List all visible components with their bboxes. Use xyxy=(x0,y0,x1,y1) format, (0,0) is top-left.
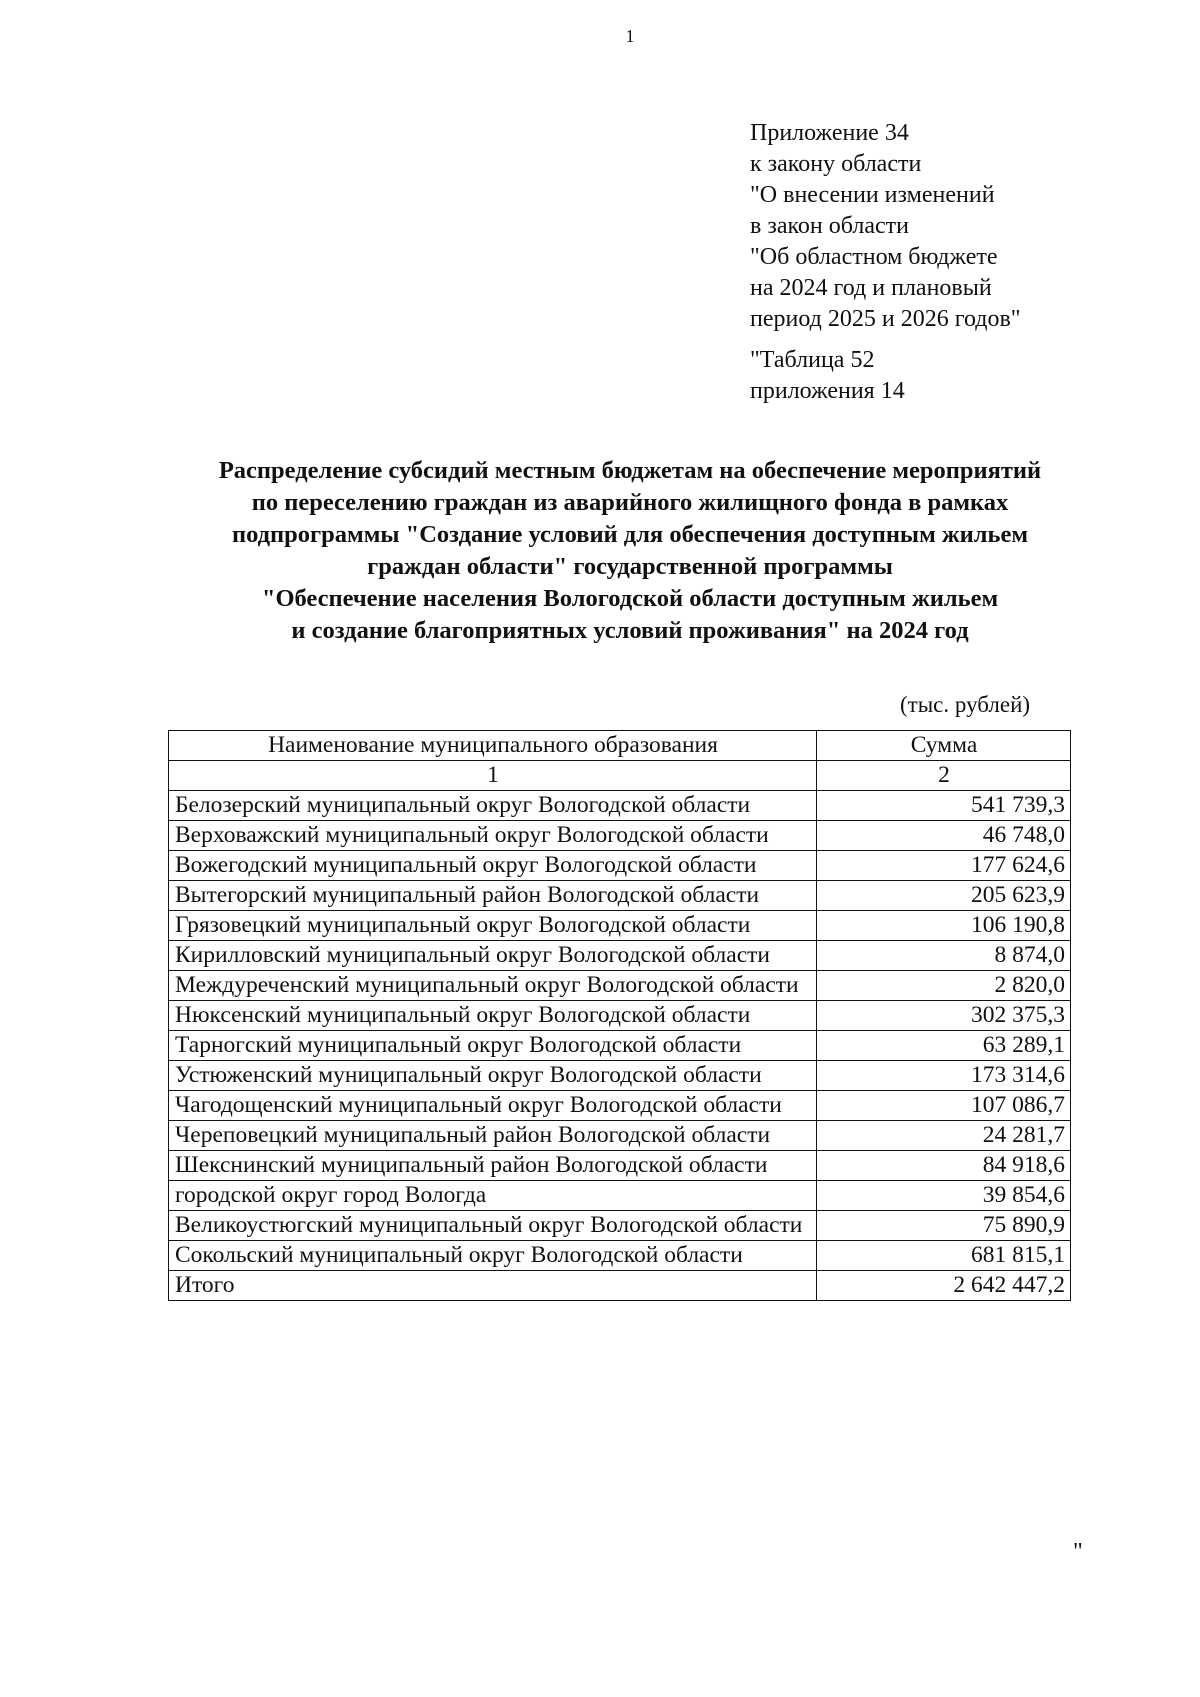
table-row xyxy=(169,1061,1071,1091)
table-row xyxy=(169,1181,1071,1211)
municipality-name: Чагодощенский муниципальный округ Вологодской области xyxy=(169,1091,817,1121)
title-line: и создание благоприятных условий проживания" на 2024 год xyxy=(291,617,969,644)
municipality-name: Шекснинский муниципальный район Вологодской области xyxy=(169,1151,817,1181)
subsidy-amount: 541 739,3 xyxy=(817,791,1071,821)
subsidy-amount: 302 375,3 xyxy=(817,1001,1071,1031)
municipality-name: Вытегорский муниципальный район Вологодской области xyxy=(169,881,817,911)
subsidy-amount: 84 918,6 xyxy=(817,1151,1071,1181)
column-number: 2 xyxy=(817,761,1071,791)
appendix-line: "Об областном бюджете xyxy=(750,244,998,270)
table-row xyxy=(169,791,1071,821)
table-row xyxy=(169,821,1071,851)
table-header-row xyxy=(169,731,1071,761)
table-row xyxy=(169,1241,1071,1271)
title-line: подпрограммы "Создание условий для обеспечения доступным жильем xyxy=(231,521,1029,548)
municipality-name: Междуреченский муниципальный округ Вологодской области xyxy=(169,971,817,1001)
header-amount: Сумма xyxy=(817,731,1071,761)
appendix-line: к закону области xyxy=(750,151,922,177)
appendix-line: на 2024 год и плановый xyxy=(750,275,992,301)
appendix-line: в закон области xyxy=(750,213,909,239)
table-row xyxy=(169,851,1071,881)
subsidy-amount: 63 289,1 xyxy=(817,1031,1071,1061)
table-row xyxy=(169,971,1071,1001)
municipality-name: Верховажский муниципальный округ Вологодской области xyxy=(169,821,817,851)
municipality-name: Сокольский муниципальный округ Вологодской области xyxy=(169,1241,817,1271)
table-row xyxy=(169,1211,1071,1241)
subsidy-amount: 24 281,7 xyxy=(817,1121,1071,1151)
table-row xyxy=(169,1121,1071,1151)
title-line: по переселению граждан из аварийного жилищного фонда в рамках xyxy=(251,489,1009,516)
appendix-block xyxy=(750,118,1021,407)
column-number-row xyxy=(169,761,1071,791)
subsidy-amount: 681 815,1 xyxy=(817,1241,1071,1271)
municipality-name: Устюженский муниципальный округ Вологодской области xyxy=(169,1061,817,1091)
appendix-line: период 2025 и 2026 годов" xyxy=(750,306,1021,332)
municipality-name: Вожегодский муниципальный округ Вологодской области xyxy=(169,851,817,881)
total-label: Итого xyxy=(169,1271,817,1301)
table-row xyxy=(169,1091,1071,1121)
table-body xyxy=(169,791,1071,1301)
title-line: "Обеспечение населения Вологодской области доступным жильем xyxy=(261,585,999,612)
subsidy-amount: 107 086,7 xyxy=(817,1091,1071,1121)
appendix-line: "О внесении изменений xyxy=(750,182,995,208)
municipality-name: Грязовецкий муниципальный округ Вологодской области xyxy=(169,911,817,941)
document-title xyxy=(150,455,1110,647)
municipality-name: Великоустюгский муниципальный округ Вологодской области xyxy=(169,1211,817,1241)
municipality-name: Кирилловский муниципальный округ Вологодской области xyxy=(169,941,817,971)
subsidy-amount: 2 820,0 xyxy=(817,971,1071,1001)
subsidy-amount: 46 748,0 xyxy=(817,821,1071,851)
units-label: (тыс. рублей) xyxy=(900,692,1031,717)
table-row xyxy=(169,941,1071,971)
column-number: 1 xyxy=(169,761,817,791)
table-row xyxy=(169,881,1071,911)
table-row xyxy=(169,1001,1071,1031)
subsidy-amount: 39 854,6 xyxy=(817,1181,1071,1211)
subsidy-amount: 173 314,6 xyxy=(817,1061,1071,1091)
table-ref-line: "Таблица 52 xyxy=(750,347,875,373)
title-line: граждан области" государственной программы xyxy=(367,553,893,580)
header-name: Наименование муниципального образования xyxy=(169,731,817,761)
subsidy-amount: 106 190,8 xyxy=(817,911,1071,941)
subsidy-amount: 75 890,9 xyxy=(817,1211,1071,1241)
closing-quote: " xyxy=(1073,1539,1083,1565)
total-amount: 2 642 447,2 xyxy=(817,1271,1071,1301)
municipality-name: Тарногский муниципальный округ Вологодской области xyxy=(169,1031,817,1061)
table-row xyxy=(169,1151,1071,1181)
subsidy-table xyxy=(168,730,1071,1301)
subsidy-table-wrapper xyxy=(168,730,1068,1301)
table-ref-line: приложения 14 xyxy=(750,378,905,404)
appendix-line: Приложение 34 xyxy=(750,120,909,146)
municipality-name: Нюксенский муниципальный округ Вологодской области xyxy=(169,1001,817,1031)
title-line: Распределение субсидий местным бюджетам на обеспечение мероприятий xyxy=(218,457,1042,484)
subsidy-amount: 205 623,9 xyxy=(817,881,1071,911)
municipality-name: Белозерский муниципальный округ Вологодской области xyxy=(169,791,817,821)
municipality-name: городской округ город Вологда xyxy=(169,1181,817,1211)
page-number: 1 xyxy=(625,26,635,46)
table-row xyxy=(169,1031,1071,1061)
total-row xyxy=(169,1271,1071,1301)
table-row xyxy=(169,911,1071,941)
subsidy-amount: 8 874,0 xyxy=(817,941,1071,971)
subsidy-amount: 177 624,6 xyxy=(817,851,1071,881)
municipality-name: Череповецкий муниципальный район Вологодской области xyxy=(169,1121,817,1151)
